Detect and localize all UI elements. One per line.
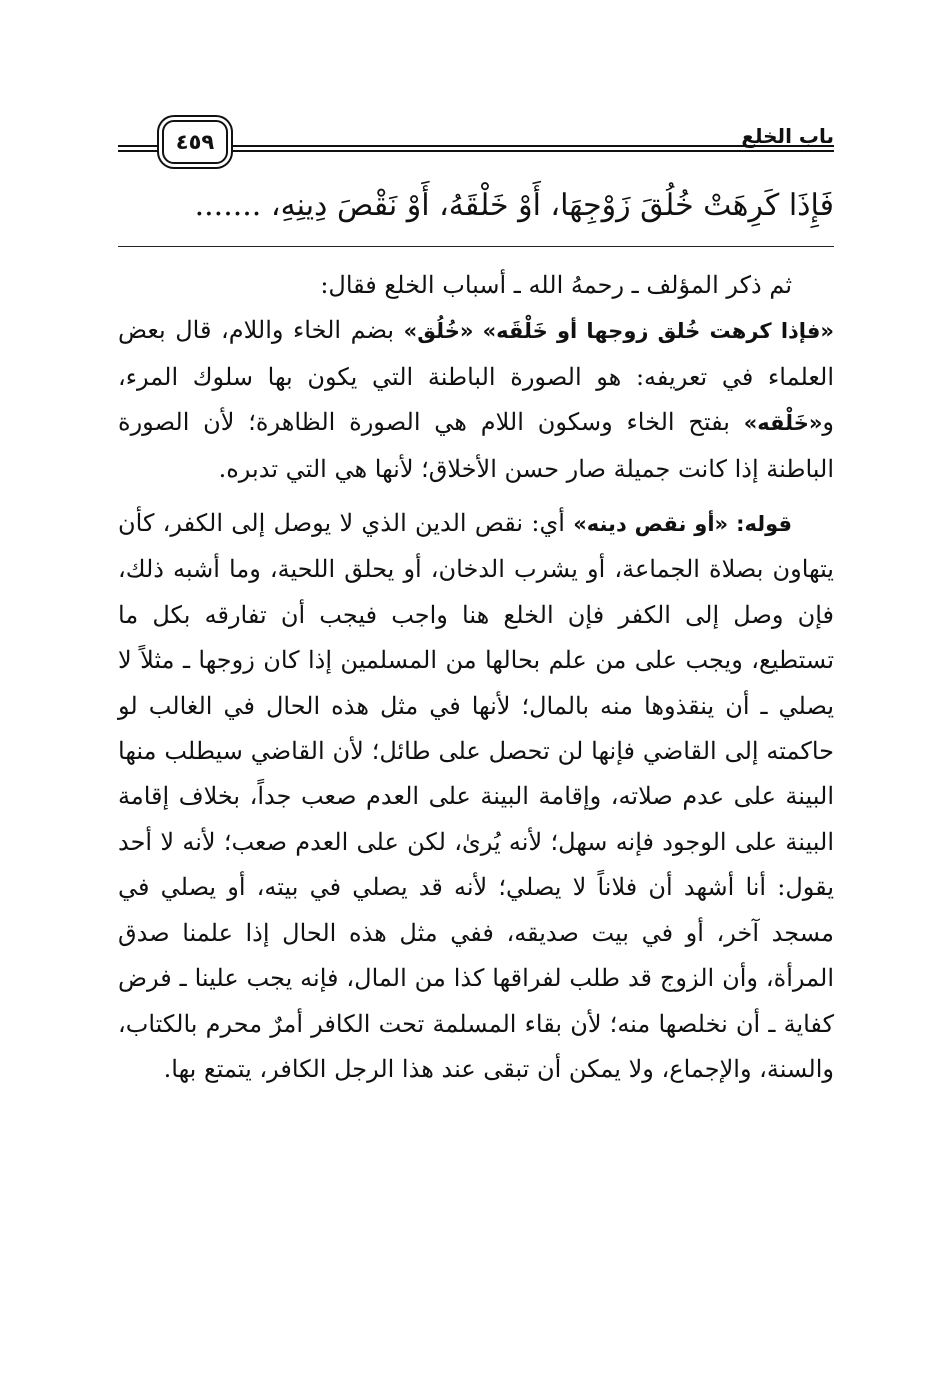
paragraph-text: بفتح الخاء وسكون اللام هي الصورة الظاهرة؛ لأن الصورة الباطنة إذا كانت جميلة صار حسن الأخلاق؛ لأنها هي التي تدبره. [118, 408, 834, 483]
running-header [118, 110, 834, 164]
quoted-matn: «أو نقص دينه» [573, 512, 737, 537]
intro-line: ثم ذكر المؤلف ـ رحمهُ الله ـ أسباب الخلع فقال: [320, 271, 792, 299]
paragraph-naqs-din [118, 501, 834, 1092]
book-page [118, 110, 834, 1092]
paragraph-text: أي: نقص الدين الذي لا يوصل إلى الكفر، كأن يتهاون بصلاة الجماعة، أو يشرب الدخان، أو يحلق اللحية، وما أشبه ذلك، فإن وصل إلى الكفر فإن الخلع هنا واجب فيجب أن تفارقه بكل ما تستطيع، ويجب على من علم بحالها من المسلمين إذا كان زوجها ـ مثلاً لا يصلي ـ أن ينقذوها منه بالمال؛ لأنها في مثل هذه الحال في الغالب لو حاكمته إلى القاضي فإنها لن تحصل على طائل؛ لأن القاضي سيطلب منها البينة على عدم صلاته، وإقامة البينة على العدم صعب جداً، بخلاف إقامة البينة على الوجود فإنه سهل؛ لأنه يُرىٰ، لكن على العدم صعب؛ لأنه لا أحد يقول: أنا أشهد أن فلاناً لا يصلي؛ لأنه قد يصلي في بيته، أو يصلي في مسجد آخر، أو في بيت صديقه، ففي مثل هذه الحال إذا علمنا صدق المرأة، وأن الزوج قد طلب لفراقها كذا من المال، فإنه يجب علينا ـ فرض كفاية ـ أن نخلصها منه؛ لأن بقاء المسلمة تحت الكافر أمرٌ محرم بالكتاب، والسنة، والإجماع، ولا يمكن أن تبقى عند هذا الرجل الكافر، يتمتع بها. [118, 509, 834, 1083]
chapter-title: باب الخلع [741, 124, 834, 148]
matn-text: فَإِذَا كَرِهَتْ خُلُقَ زَوْجِهَا، أَوْ خَلْقَهُ، أَوْ نَقْصَ دِينِهِ، ....... [194, 188, 834, 223]
quoted-word: «خَلْقه» [743, 411, 823, 436]
quoted-matn: «فإذا كرهت خُلق زوجها أو خَلْقَه» «خُلُق» [403, 319, 835, 344]
matn-divider [118, 246, 834, 247]
qawluhu-label: قوله: [736, 512, 793, 537]
paragraph-text: بضم الخاء واللام، قال بعض العلماء في تعريفه: هو الصورة الباطنة التي يكون بها سلوك المرء، و [118, 316, 834, 437]
paragraph-khuluq [118, 308, 834, 492]
page-number: ٤٥٩ [162, 120, 228, 164]
commentary [118, 263, 834, 1092]
